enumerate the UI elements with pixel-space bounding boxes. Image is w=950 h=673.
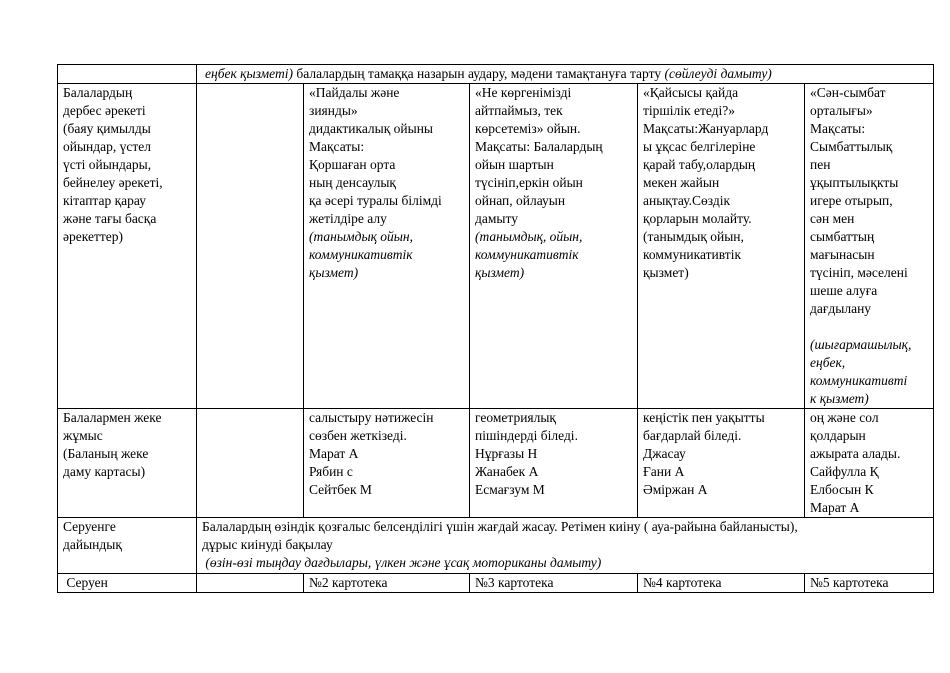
activity-line: «Пайдалы және <box>309 85 400 100</box>
activity-line: ұқыптылықкты <box>810 175 899 190</box>
empty-cell <box>197 84 304 409</box>
activity-line: (танымдық ойын, <box>643 229 744 244</box>
individual-work-cell-4 <box>805 409 934 518</box>
activity-line: қызмет) <box>643 265 689 280</box>
card-file-ref: №4 картотека <box>643 575 722 590</box>
activity-italic-line: коммуникативтік <box>475 247 579 262</box>
label-line: кітаптар қарау <box>63 193 146 208</box>
walk-preparation-label-cell <box>58 518 197 574</box>
work-line: қолдарын <box>810 428 866 443</box>
walk-cell-3 <box>638 574 805 593</box>
activity-line: Қоршаған орта <box>309 157 396 172</box>
activity-cell-3 <box>638 84 805 409</box>
activity-line: зиянды» <box>309 103 358 118</box>
independent-activity-label-cell <box>58 84 197 409</box>
activity-line: қарай табу,олардың <box>643 157 756 172</box>
child-name: Рябин с <box>309 464 353 479</box>
activity-line: коммуникативтік <box>643 247 742 262</box>
individual-work-label-cell <box>58 409 197 518</box>
child-name: Марат А <box>810 500 860 515</box>
label-line: дербес әрекеті <box>63 103 146 118</box>
walk-cell-4 <box>805 574 934 593</box>
activity-line: түсініп,еркін ойын <box>475 175 583 190</box>
continuation-cell <box>197 65 934 84</box>
label-line: Балалармен жеке <box>63 410 162 425</box>
label-line: ойындар, үстел <box>63 139 152 154</box>
activity-line: ойын шартын <box>475 157 554 172</box>
work-line: кеңістік пен уақытты <box>643 410 765 425</box>
activity-line: дидактикалық ойыны <box>309 121 434 136</box>
activity-line: жетілдіре алу <box>309 211 387 226</box>
activity-line: қорларын молайту. <box>643 211 752 226</box>
row-walk <box>58 574 934 593</box>
activity-line: ы ұқсас белгілеріне <box>643 139 756 154</box>
row-walk-preparation <box>58 518 934 574</box>
activity-italic-line: к қызмет) <box>810 391 869 406</box>
empty-cell <box>197 574 304 593</box>
activity-line: Мақсаты: <box>309 139 365 154</box>
child-name: Жанабек А <box>475 464 539 479</box>
walk-preparation-line: Балалардың өзіндік қозғалыс белсенділігі үшін жағдай жасау. Ретімен киіну ( ауа-райына байланысты), <box>202 519 798 534</box>
activity-line: дағдылану <box>810 301 872 316</box>
label-line: дайындық <box>63 537 122 552</box>
label-line: жұмыс <box>63 428 103 443</box>
work-line: геометриялық <box>475 410 556 425</box>
activity-line: айтпаймыз, тек <box>475 103 563 118</box>
work-line: сөзбен жеткізеді. <box>309 428 407 443</box>
activity-line: «Сән-сымбат <box>810 85 886 100</box>
activity-line: ның денсаулық <box>309 175 396 190</box>
activity-line: орталығы» <box>810 103 873 118</box>
activity-italic-line: (танымдық, ойын, <box>475 229 583 244</box>
activity-italic-line: (танымдық ойын, <box>309 229 413 244</box>
activity-line: тіршілік етеді?» <box>643 103 736 118</box>
walk-label: Серуен <box>63 575 108 590</box>
work-line: салыстыру нәтижесін <box>309 410 434 425</box>
child-name: Джасау <box>643 446 686 461</box>
activity-line: мағынасын <box>810 247 875 262</box>
label-line: Балалардың <box>63 85 133 100</box>
label-line: даму картасы) <box>63 464 146 479</box>
work-line: пішіндерді біледі. <box>475 428 578 443</box>
label-line: бейнелеу әрекеті, <box>63 175 163 190</box>
child-name: Сейтбек М <box>309 482 372 497</box>
activity-italic-line: коммуникативті <box>810 373 908 388</box>
walk-preparation-italic: (өзін-өзі тыңдау дағдылары, үлкен және ұсақ моториканы дамыту) <box>202 555 602 570</box>
activity-line: Мақсаты: Балалардың <box>475 139 603 154</box>
activity-line: «Не көргенімізді <box>475 85 572 100</box>
label-line: (баяу қимылды <box>63 121 151 136</box>
row-continuation <box>58 65 934 84</box>
activity-cell-1 <box>304 84 470 409</box>
activity-italic-line: еңбек, <box>810 355 846 370</box>
work-line: бағдарлай біледі. <box>643 428 742 443</box>
row-independent-activity <box>58 84 934 409</box>
activity-line: сән мен <box>810 211 855 226</box>
activity-cell-2 <box>470 84 638 409</box>
walk-cell-2 <box>470 574 638 593</box>
plan-table <box>57 64 934 593</box>
individual-work-cell-2 <box>470 409 638 518</box>
continuation-text: балалардың тамаққа назарын аудару, мәдени тамақтануға тарту <box>292 66 665 81</box>
individual-work-cell-1 <box>304 409 470 518</box>
row-individual-work <box>58 409 934 518</box>
label-line: (Баланың жеке <box>63 446 149 461</box>
activity-line: қа әсері туралы білімді <box>309 193 442 208</box>
card-file-ref: №5 картотека <box>810 575 889 590</box>
child-name: Ғани А <box>643 464 685 479</box>
row-label-cell-empty <box>58 65 197 84</box>
label-line: үсті ойындары, <box>63 157 152 172</box>
activity-line: игере отырып, <box>810 193 893 208</box>
walk-cell-1 <box>304 574 470 593</box>
activity-line: анықтау.Сөздік <box>643 193 731 208</box>
activity-line: мекен жайын <box>643 175 720 190</box>
child-name: Елбосын К <box>810 482 874 497</box>
child-name: Нұрғазы Н <box>475 446 538 461</box>
child-name: Сайфулла Қ <box>810 464 879 479</box>
activity-line: түсініп, мәселені <box>810 265 908 280</box>
activity-line: пен <box>810 157 831 172</box>
continuation-italic-end: (сөйлеуді дамыту) <box>664 66 772 81</box>
activity-line: «Қайсысы қайда <box>643 85 739 100</box>
activity-italic-line: қызмет) <box>475 265 525 280</box>
card-file-ref: №2 картотека <box>309 575 388 590</box>
empty-cell <box>197 409 304 518</box>
walk-preparation-cell <box>197 518 934 574</box>
activity-line: ойнап, ойлауын <box>475 193 566 208</box>
activity-line: шеше алуға <box>810 283 878 298</box>
activity-line: сымбаттың <box>810 229 875 244</box>
card-file-ref: №3 картотека <box>475 575 554 590</box>
work-line: оң және сол <box>810 410 879 425</box>
activity-italic-line: қызмет) <box>309 265 359 280</box>
activity-cell-4 <box>805 84 934 409</box>
individual-work-cell-3 <box>638 409 805 518</box>
work-line: ажырата алады. <box>810 446 901 461</box>
activity-line: көрсетеміз» ойын. <box>475 121 581 136</box>
activity-line: Мақсаты: <box>810 121 866 136</box>
activity-line: Мақсаты:Жануарлард <box>643 121 769 136</box>
activity-italic-line: (шығармашылық, <box>810 337 912 352</box>
walk-preparation-line: дұрыс киінуді бақылау <box>202 537 333 552</box>
activity-italic-line: коммуникативтік <box>309 247 413 262</box>
label-line: Серуенге <box>63 519 116 534</box>
walk-label-cell <box>58 574 197 593</box>
activity-line: Сымбаттылық <box>810 139 893 154</box>
continuation-italic-start: еңбек қызметі) <box>205 66 293 81</box>
label-line: және тағы басқа <box>63 211 157 226</box>
child-name: Әміржан А <box>643 482 708 497</box>
blank-line <box>810 318 930 336</box>
activity-line: дамыту <box>475 211 518 226</box>
child-name: Марат А <box>309 446 359 461</box>
label-line: әрекеттер) <box>63 229 123 244</box>
child-name: Есмағзум М <box>475 482 545 497</box>
